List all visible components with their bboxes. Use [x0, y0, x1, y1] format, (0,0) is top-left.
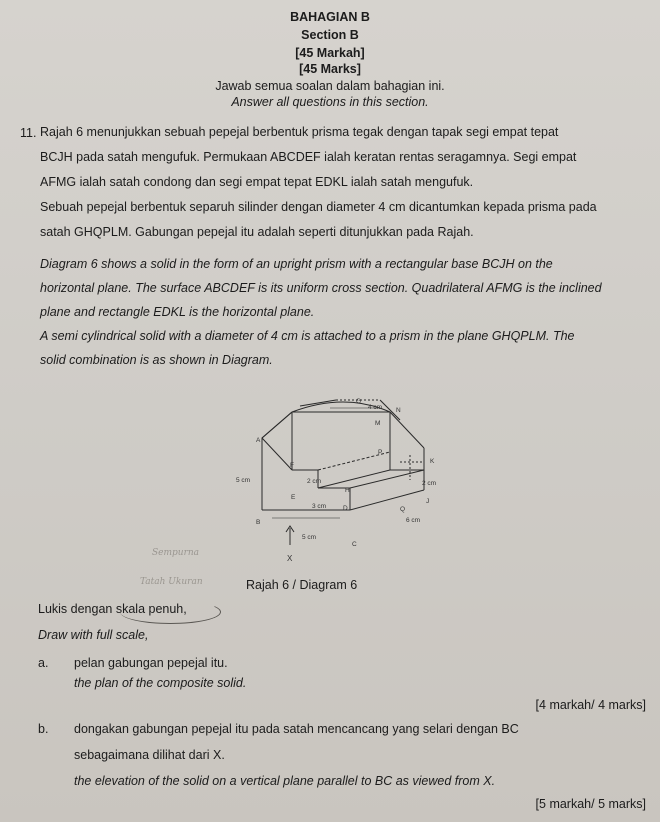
label-h-top: H [345, 487, 350, 494]
label-x: X [287, 554, 293, 563]
edge-ab-ag [262, 412, 292, 510]
dim-3cm: 3 cm [312, 503, 327, 510]
draw-instruction-malay: Lukis dengan skala penuh, [38, 602, 187, 616]
part-a-marks: [4 markah/ 4 marks] [535, 698, 646, 712]
dim-5cm-base: 5 cm [302, 534, 317, 541]
part-b-english: the elevation of the solid on a vertical plane parallel to BC as viewed from X. [74, 774, 496, 788]
pencil-scribble: Tatah Ukuran [140, 577, 203, 587]
label-a: A [256, 437, 261, 444]
label-p: P [378, 449, 383, 456]
english-line: Diagram 6 shows a solid in the form of an upright prism with a rectangular base BCJH on the [40, 257, 553, 271]
figure-caption: Rajah 6 / Diagram 6 [246, 578, 358, 592]
dim-2cm-right: 2 cm [422, 480, 437, 487]
english-line: solid combination is as shown in Diagram. [40, 353, 273, 367]
pencil-scribble: Sempurna [152, 548, 200, 558]
malay-line: Sebuah pepejal berbentuk separuh silinder dengan diameter 4 cm dicantumkan kepada prisma pada [40, 200, 597, 214]
label-q: Q [400, 506, 406, 513]
label-g: G [356, 398, 362, 405]
part-b-marks: [5 markah/ 5 marks] [535, 797, 646, 811]
malay-line: AFMG ialah satah condong dan segi empat tepat EDKL ialah satah mengufuk. [40, 175, 474, 189]
bahagian-heading: BAHAGIAN B [290, 10, 370, 24]
pen-circle-mark [120, 600, 221, 624]
english-line: A semi cylindrical solid with a diameter of 4 cm is attached to a prism in the plane GHQPLM. The [40, 329, 575, 343]
english-line: horizontal plane. The surface ABCDEF is its uniform cross section. Quadrilateral AFMG is the inclined [40, 281, 602, 295]
label-j: J [426, 498, 430, 505]
question-number: 11. [20, 126, 37, 140]
markah-heading: [45 Markah] [295, 46, 365, 60]
label-e: E [291, 494, 296, 501]
label-f: F [290, 462, 294, 469]
part-a-letter: a. [38, 656, 49, 670]
marks-heading: [45 Marks] [299, 62, 361, 76]
instruction-english: Answer all questions in this section. [231, 95, 429, 109]
part-b-malay: dongakan gabungan pepejal itu pada satah mencancang yang selari dengan BC [74, 722, 519, 736]
dim-2cm-mid: 2 cm [307, 478, 322, 485]
section-heading: Section B [301, 28, 359, 42]
instruction-malay: Jawab semua soalan dalam bahagian ini. [215, 79, 445, 93]
part-b-letter: b. [38, 722, 49, 736]
label-n: N [396, 407, 401, 414]
dim-6cm: 6 cm [406, 517, 421, 524]
malay-line: BCJH pada satah mengufuk. Permukaan ABCDEF ialah keratan rentas seragamnya. Segi empat [40, 150, 577, 164]
malay-line: Rajah 6 menunjukkan sebuah pepejal berbentuk prisma tegak dengan tapak segi empat tepat [40, 125, 559, 139]
part-a-english: the plan of the composite solid. [74, 676, 247, 690]
label-b: B [256, 519, 261, 526]
label-m: M [375, 420, 381, 427]
part-b-malay-2: sebagaimana dilihat dari X. [74, 748, 225, 762]
draw-instruction-english: Draw with full scale, [38, 628, 149, 642]
malay-line: satah GHQPLM. Gabungan pepejal itu adalah seperti ditunjukkan pada Rajah. [40, 225, 474, 239]
label-k: K [430, 458, 435, 465]
part-a-malay: pelan gabungan pepejal itu. [74, 656, 228, 670]
label-d: D [343, 505, 348, 512]
label-c: C [352, 541, 357, 548]
dim-5cm-left: 5 cm [236, 477, 251, 484]
dim-4cm: 4 cm [368, 404, 383, 411]
english-line: plane and rectangle EDKL is the horizontal plane. [40, 305, 315, 319]
